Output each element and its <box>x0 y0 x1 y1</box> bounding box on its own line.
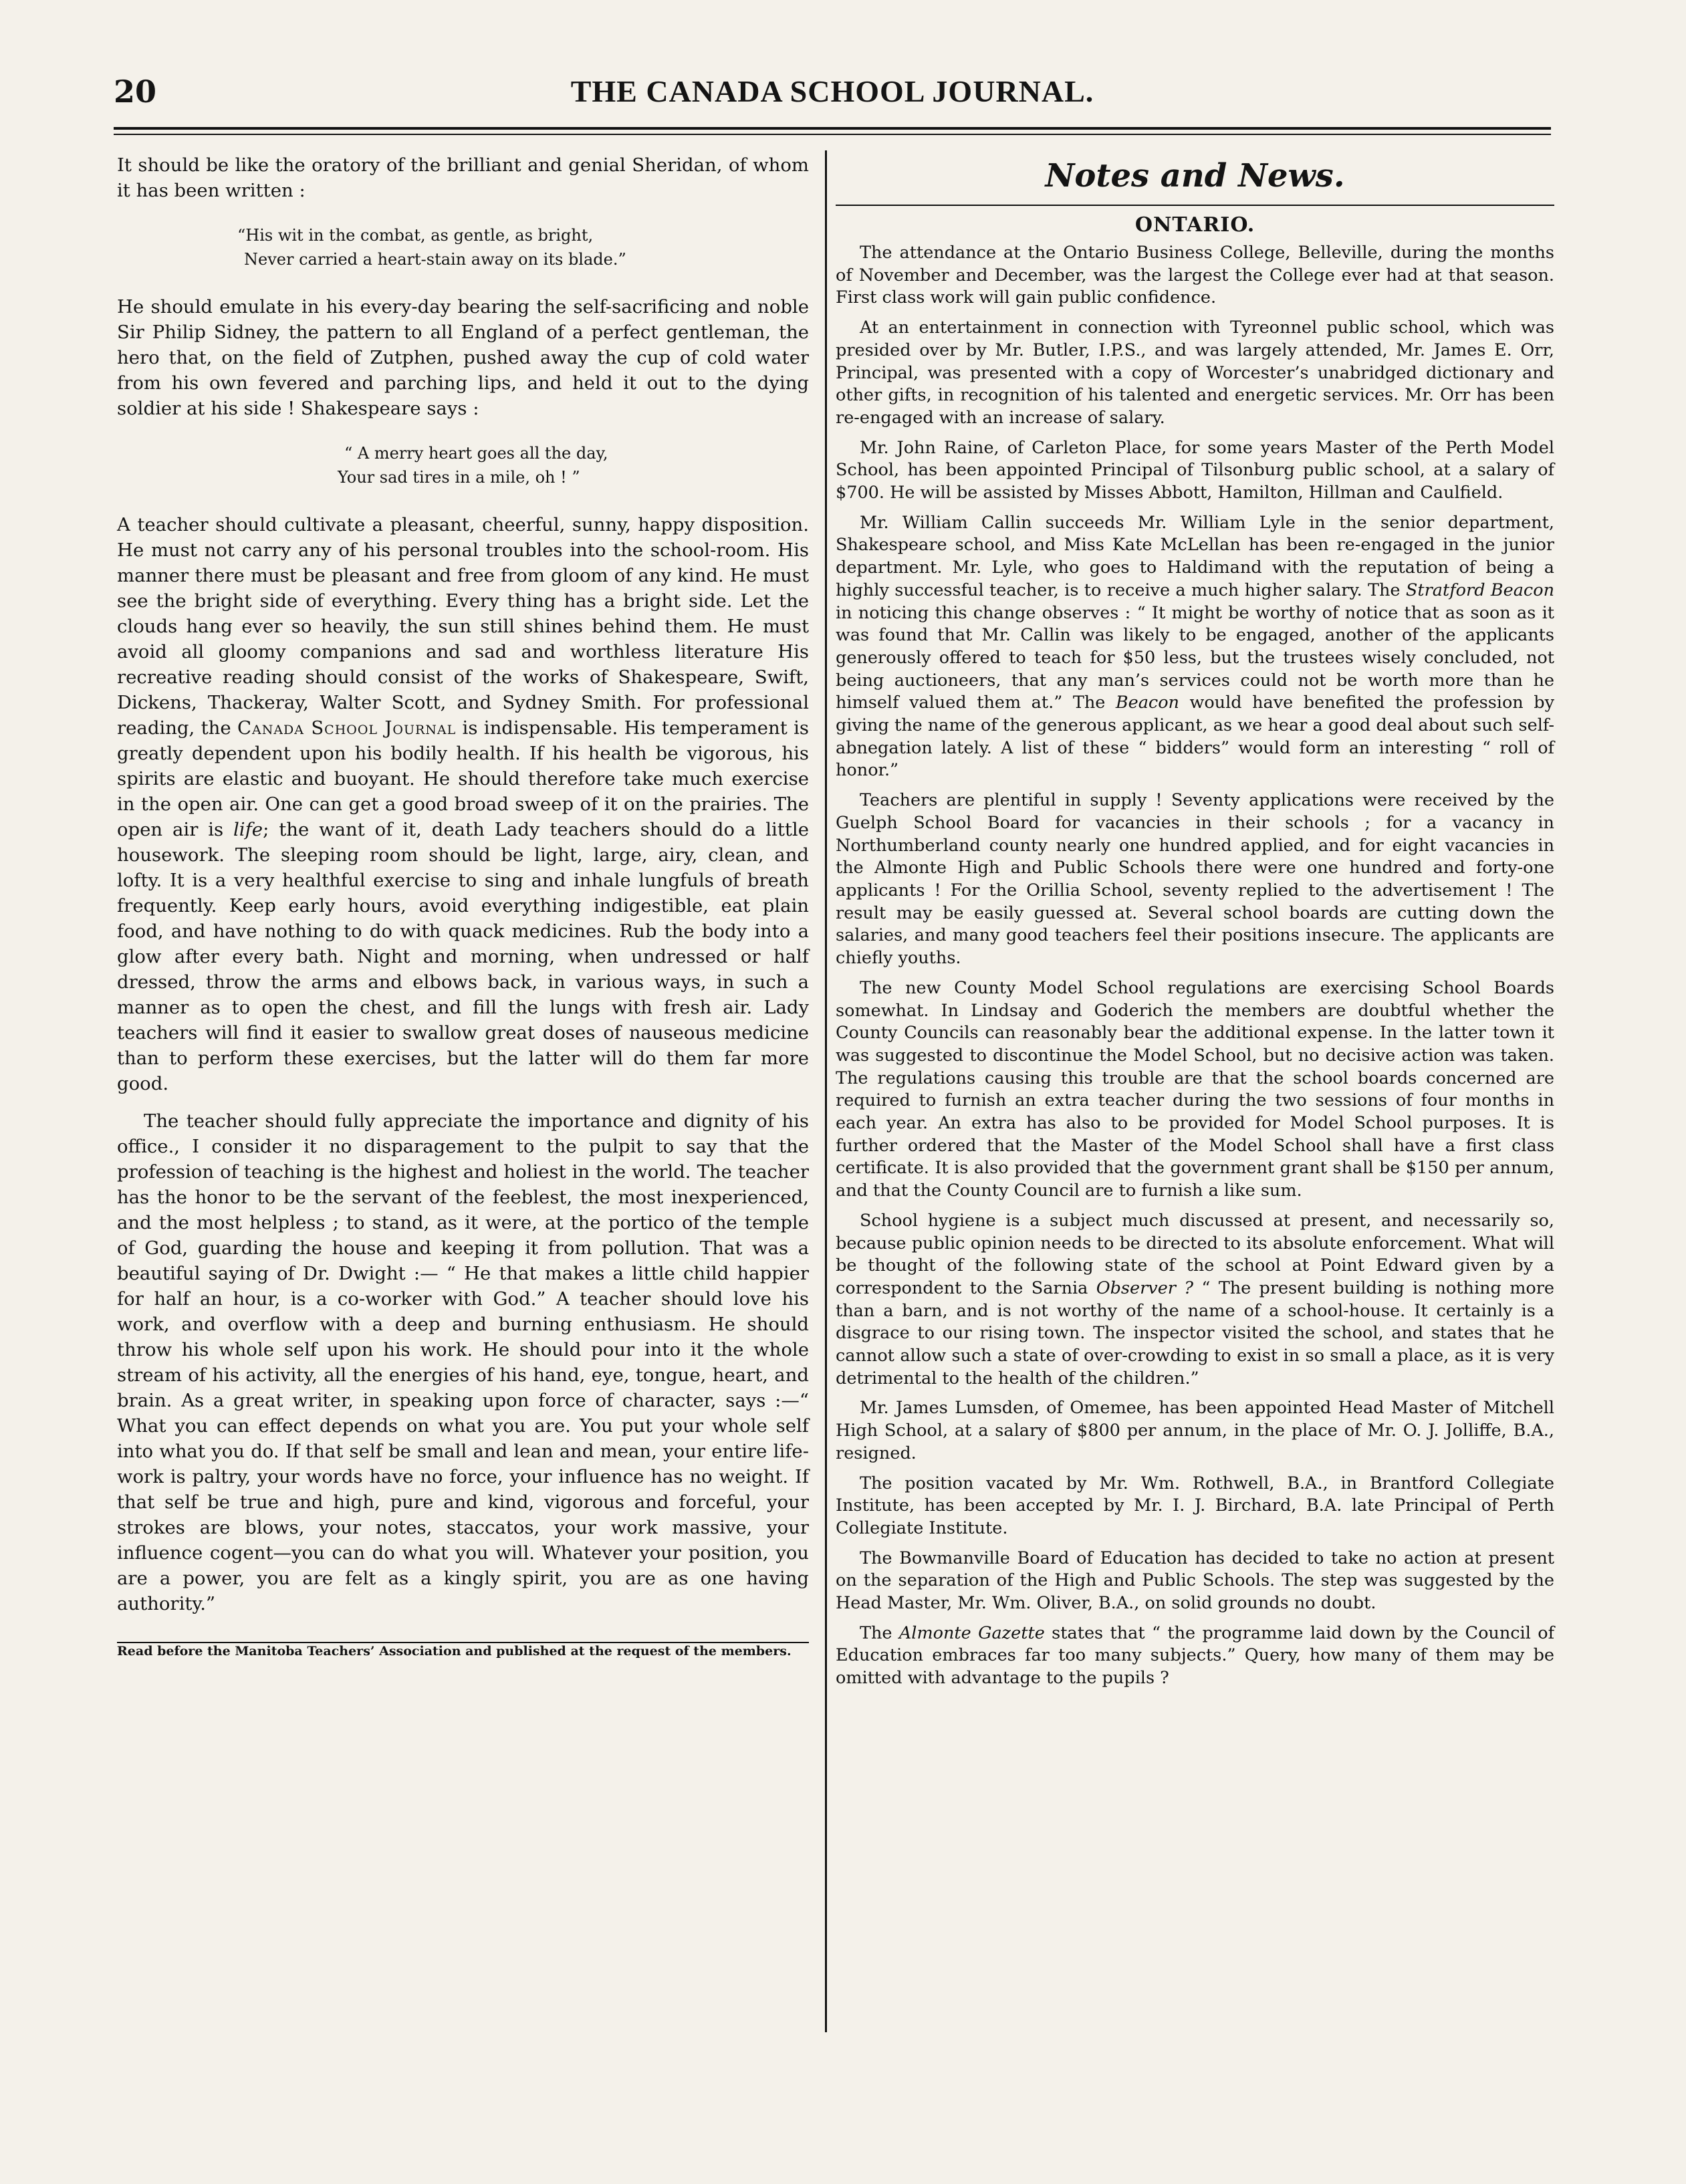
text-run: in noticing this change observes : “ It might be worthy of notice that as soon as it was found that Mr. Callin was likely to be engaged, another of the applicants generously offered to teach for $50 less, but the trustees wisely concluded, not being auctioneers, that any man’s services could not be worth more than he himself valued them at.” The <box>836 602 1554 713</box>
footnote: Read before the Manitoba Teachers’ Association and published at the request of the members. <box>117 1644 792 1659</box>
text-run: School hygiene is a subject much discussed at present, and necessarily so, because public opinion needs to be directed to its absolute enforcement. What will be thought of the following state of the school at Point Edward given by a correspondent to the Sarnia <box>836 1210 1554 1298</box>
text-run: The <box>860 1622 899 1643</box>
text-run: Mr. William Callin succeeds Mr. William Lyle in the senior department, Shakespeare school, and Miss Kate McLellan has been re-engaged in the junior department. Mr. Lyle, who goes to Haldimand with the reputation of being a highly successful teacher, is to receive a much higher salary. The <box>836 512 1554 600</box>
section-rule <box>836 205 1554 206</box>
poem-line: Your sad tires in a mile, oh ! ” <box>338 468 580 487</box>
news-item: Mr. James Lumsden, of Omemee, has been appointed Head Master of Mitchell High School, at a salary of $800 per annum, in the place of Mr. O. J. Jolliffe, B.A., resigned. <box>836 1398 1554 1463</box>
news-item: The new County Model School regulations are exercising School Boards somewhat. In Lindsay and Goderich the members are doubtful whether the County Councils can reasonably bear the additional expense. In the latter town it was suggested to discontinue the Model School, but no decisive action was taken. The regulations causing this trouble are that the school boards concerned are required to furnish an extra teacher during the two sessions of four months in each year. An extra has also to be provided for Model School purposes. It is further ordered that the Master of the Model School shall have a first class certificate. It is also provided that the government grant shall be $150 per annum, and that the County Council are to furnish a like sum. <box>836 977 1554 1201</box>
emphasis-life: life <box>233 819 263 840</box>
poem-line: “ A merry heart goes all the day, <box>344 444 608 463</box>
page-number: 20 <box>114 74 157 110</box>
text-run: A teacher should cultivate a pleasant, cheerful, sunny, happy disposition. He must not carry any of his personal troubles into the school-room. His manner there must be pleasant and free from gloom of any kind. He must see the bright side of everything. Every thing has a bright side. Let the clouds hang ever so heavily, the sun still shines behind them. He must avoid all gloomy companions and sad and worthless literature His recreative reading should consist of the works of Shakespeare, Swift, Dickens, Thackeray, Walter Scott, and Sydney Smith. For professional reading, the <box>117 514 809 739</box>
paragraph-dignity: The teacher should fully appreciate the importance and dignity of his office., I consider it no disparagement to the pulpit to say that the profession of teaching is the highest and holiest in the world. The teacher has the honor to be the servant of the feeblest, the most inexperienced, and the most helpless ; to stand, as it were, at the portico of the temple of God, guarding the house and keeping it from pollution. That was a beautiful saying of Dr. Dwight :— “ He that makes a little child happier for half an hour, is a co-worker with God.” A teacher should love his work, and overflow with a deep and burning enthusiasm. He should throw his whole self upon his work. He should pour into it the whole stream of his activity, all the energies of his hand, eye, tongue, heart, and brain. As a great writer, in speaking upon force of character, says :—“ What you can effect depends on what you are. You put your whole self into what you do. If that self be small and lean and mean, your entire life-work is paltry, your words have no force, your influence has no weight. If that self be true and high, pure and kind, vigorous and forceful, your strokes are blows, your notes, staccatos, your work massive, your influence cogent—you can do what you will. Whatever your position, you are a power, you are felt as a kingly spirit, you are as one having authority.” <box>117 1110 809 1614</box>
news-item: The position vacated by Mr. Wm. Rothwell, B.A., in Brantford Collegiate Institute, has been accepted by Mr. I. J. Birchard, B.A. late Principal of Perth Collegiate Institute. <box>836 1473 1554 1538</box>
header-rule-thin <box>114 134 1551 135</box>
journal-name: Canada School Journal <box>237 717 457 739</box>
text-run: is indispensable. His temperament is greatly dependent upon his bodily health. If his health be vigorous, his spirits are elastic and buoyant. He should therefore take much exercise in the open air. One can get a good broad sweep of it on the prairies. The open air is <box>117 717 809 840</box>
left-column <box>117 152 809 1659</box>
newspaper-name: Observer ? <box>1096 1278 1193 1298</box>
section-title: Notes and News. <box>1045 157 1345 195</box>
news-item: The attendance at the Ontario Business College, Belleville, during the months of November and December, was the largest the College ever had at that season. First class work will gain public confidence. <box>836 243 1554 308</box>
news-item: Mr. John Raine, of Carleton Place, for some years Master of the Perth Model School, has been appointed Principal of Tilsonburg public school, at a salary of $700. He will be assisted by Misses Abbott, Hamilton, Hillman and Caulfield. <box>836 437 1554 503</box>
journal-title: THE CANADA SCHOOL JOURNAL. <box>570 74 1094 108</box>
newspaper-name: Stratford Beacon <box>1405 580 1554 600</box>
poem-sheridan <box>117 223 809 271</box>
poem-line: “His wit in the combat, as gentle, as bright, <box>237 226 594 245</box>
poem-line: Never carried a heart-stain away on its blade.” <box>244 250 626 269</box>
news-item: At an entertainment in connection with Tyreonnel public school, which was presided over by Mr. Butler, I.P.S., and was largely attended, Mr. James E. Orr, Principal, was presented with a copy of Worcester’s unabridged dictionary and other gifts, in recognition of his talented and energetic services. Mr. Orr has been re-engaged with an increase of salary. <box>836 318 1554 428</box>
text-run: “ The present building is nothing more than a barn, and is not worthy of the name of a school-house. It certainly is a disgrace to our rising town. The inspector visited the school, and states that he cannot allow such a state of over-crowding to exist in so small a place, as it is very detrimental to the health of the children.” <box>836 1278 1555 1388</box>
news-item <box>836 1622 1554 1690</box>
text-run: would have benefited the profession by giving the name of the generous applicant, as we hear a good deal about such self-abnegation lately. A list of these “ bidders” would form an interesting “ roll of honor.” <box>836 693 1554 781</box>
column-divider <box>825 150 827 2032</box>
subhead-ontario: ONTARIO. <box>1134 213 1255 237</box>
header-rule-thick <box>114 127 1551 130</box>
news-item: Teachers are plentiful in supply ! Seventy applications were received by the Guelph School Board for vacancies in their schools ; for a vacancy in Northumberland county nearly one hundred applied, and for eight vacancies in the Almonte High and Public Schools there were one hundred and forty-one applicants ! For the Orillia School, seventy replied to the advertisement ! The result may be easily guessed at. Several school boards are cutting down the salaries, and many good teachers feel their positions insecure. The applicants are chiefly youths. <box>836 790 1554 969</box>
news-item: The Bowmanville Board of Education has decided to take no action at present on the separation of the High and Public Schools. The step was suggested by the Head Master, Mr. Wm. Oliver, B.A., on solid grounds no doubt. <box>836 1548 1554 1614</box>
right-column <box>836 152 1554 1697</box>
page-header <box>114 74 1551 120</box>
paragraph-disposition <box>117 512 809 1096</box>
news-item <box>836 512 1554 782</box>
news-item <box>836 1210 1554 1390</box>
text-run: states that “ the programme laid down by the Council of Education embraces far too many subjects.” Query, how many of them may be omitted with advantage to the pupils ? <box>836 1622 1555 1689</box>
newspaper-name: Beacon <box>1115 693 1179 713</box>
text-run: ; the want of it, death Lady teachers should do a little housework. The sleeping room should be light, large, airy, clean, and lofty. It is a very healthful exercise to sing and inhale lungfuls of breath frequently. Keep early hours, avoid everything indigestible, eat plain food, and have nothing to do with quack medicines. Rub the body into a glow after every bath. Night and morning, when undressed or half dressed, throw the arms and elbows back, in various ways, in such a manner as to open the chest, and fill the lungs with fresh air. Lady teachers will find it easier to swallow great doses of nauseous medicine than to perform these exercises, but the latter will do them far more good. <box>117 819 809 1094</box>
paragraph-sidney: He should emulate in his every-day bearing the self-sacrificing and noble Sir Philip Sidney, the pattern to all England of a perfect gentleman, the hero that, on the field of Zutphen, pushed away the cup of cold water from his own fevered and parching lips, and held it out to the dying soldier at his side ! Shakespeare says : <box>117 296 809 419</box>
newspaper-name: Almonte Gazette <box>898 1622 1045 1643</box>
poem-shakespeare <box>117 441 809 489</box>
paragraph-sheridan: It should be like the oratory of the brilliant and genial Sheridan, of whom it has been written : <box>117 154 809 201</box>
